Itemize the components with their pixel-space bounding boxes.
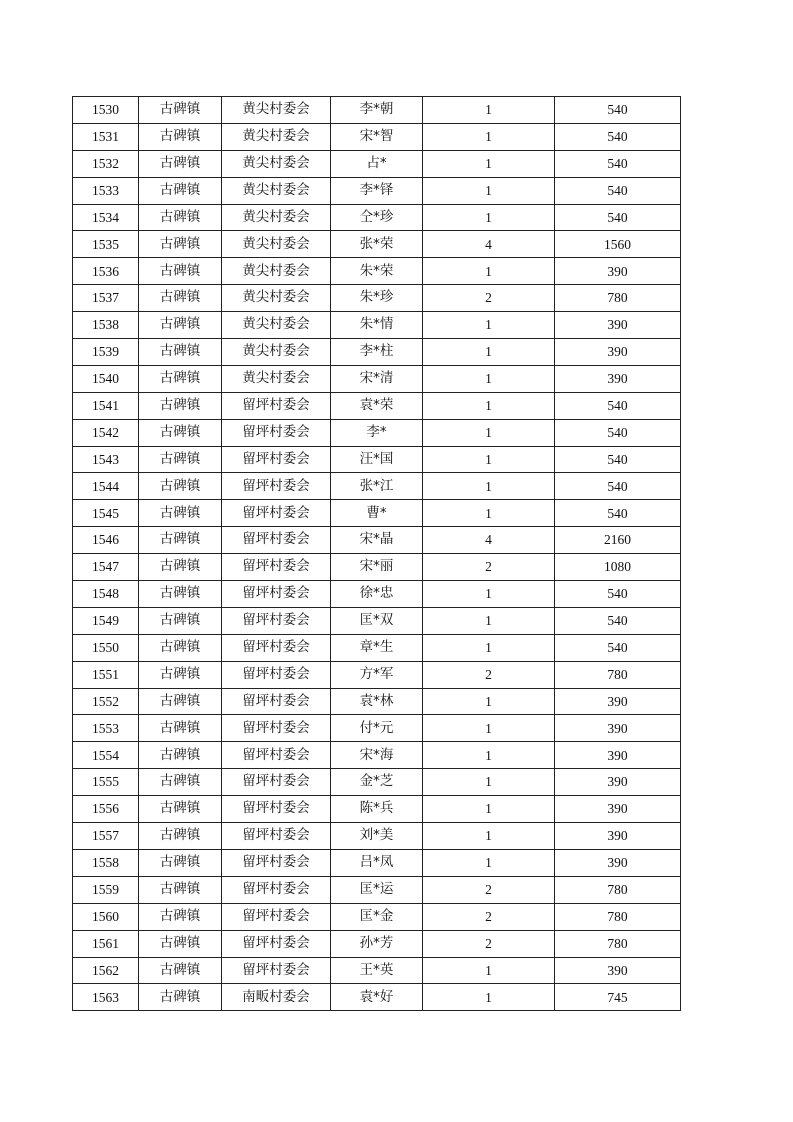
cell-village-committee: 南畈村委会 <box>222 984 331 1011</box>
cell-village-committee: 黄尖村委会 <box>222 150 331 177</box>
cell-amount: 390 <box>555 365 681 392</box>
cell-village-committee: 留坪村委会 <box>222 876 331 903</box>
cell-person-name: 李*铎 <box>331 177 423 204</box>
cell-person-name: 宋*晶 <box>331 527 423 554</box>
cell-serial-number: 1538 <box>73 312 139 339</box>
table-row <box>73 930 681 957</box>
cell-village-committee: 留坪村委会 <box>222 527 331 554</box>
table-row <box>73 312 681 339</box>
cell-household-count: 2 <box>423 661 555 688</box>
cell-household-count: 1 <box>423 123 555 150</box>
cell-serial-number: 1543 <box>73 446 139 473</box>
cell-serial-number: 1559 <box>73 876 139 903</box>
cell-village-committee: 留坪村委会 <box>222 688 331 715</box>
cell-household-count: 2 <box>423 930 555 957</box>
cell-amount: 390 <box>555 715 681 742</box>
cell-town: 古碑镇 <box>139 339 222 366</box>
table-row <box>73 473 681 500</box>
cell-household-count: 1 <box>423 446 555 473</box>
cell-town: 古碑镇 <box>139 150 222 177</box>
cell-town: 古碑镇 <box>139 661 222 688</box>
cell-village-committee: 留坪村委会 <box>222 634 331 661</box>
cell-serial-number: 1544 <box>73 473 139 500</box>
cell-amount: 745 <box>555 984 681 1011</box>
cell-serial-number: 1533 <box>73 177 139 204</box>
cell-serial-number: 1552 <box>73 688 139 715</box>
table-row <box>73 984 681 1011</box>
cell-town: 古碑镇 <box>139 527 222 554</box>
cell-village-committee: 留坪村委会 <box>222 554 331 581</box>
cell-person-name: 袁*好 <box>331 984 423 1011</box>
cell-town: 古碑镇 <box>139 849 222 876</box>
cell-town: 古碑镇 <box>139 312 222 339</box>
cell-amount: 540 <box>555 634 681 661</box>
cell-serial-number: 1546 <box>73 527 139 554</box>
table-row <box>73 527 681 554</box>
cell-town: 古碑镇 <box>139 823 222 850</box>
cell-person-name: 朱*情 <box>331 312 423 339</box>
cell-person-name: 曹* <box>331 500 423 527</box>
cell-town: 古碑镇 <box>139 123 222 150</box>
cell-serial-number: 1560 <box>73 903 139 930</box>
cell-amount: 540 <box>555 446 681 473</box>
cell-household-count: 4 <box>423 231 555 258</box>
cell-amount: 780 <box>555 903 681 930</box>
cell-household-count: 1 <box>423 258 555 285</box>
cell-village-committee: 黄尖村委会 <box>222 177 331 204</box>
cell-village-committee: 留坪村委会 <box>222 446 331 473</box>
cell-town: 古碑镇 <box>139 876 222 903</box>
table-row <box>73 823 681 850</box>
cell-village-committee: 留坪村委会 <box>222 473 331 500</box>
cell-person-name: 宋*清 <box>331 365 423 392</box>
cell-person-name: 付*元 <box>331 715 423 742</box>
table-row <box>73 419 681 446</box>
cell-household-count: 1 <box>423 607 555 634</box>
cell-village-committee: 留坪村委会 <box>222 392 331 419</box>
table-row <box>73 876 681 903</box>
cell-town: 古碑镇 <box>139 984 222 1011</box>
cell-household-count: 1 <box>423 97 555 124</box>
cell-amount: 1080 <box>555 554 681 581</box>
cell-person-name: 张*荣 <box>331 231 423 258</box>
cell-amount: 540 <box>555 97 681 124</box>
cell-amount: 540 <box>555 392 681 419</box>
cell-person-name: 金*芝 <box>331 769 423 796</box>
cell-town: 古碑镇 <box>139 285 222 312</box>
cell-village-committee: 留坪村委会 <box>222 796 331 823</box>
table-row <box>73 285 681 312</box>
cell-village-committee: 留坪村委会 <box>222 500 331 527</box>
cell-household-count: 1 <box>423 769 555 796</box>
cell-serial-number: 1555 <box>73 769 139 796</box>
cell-town: 古碑镇 <box>139 715 222 742</box>
cell-village-committee: 黄尖村委会 <box>222 285 331 312</box>
cell-household-count: 2 <box>423 876 555 903</box>
cell-person-name: 匡*运 <box>331 876 423 903</box>
cell-town: 古碑镇 <box>139 231 222 258</box>
cell-village-committee: 黄尖村委会 <box>222 258 331 285</box>
cell-serial-number: 1556 <box>73 796 139 823</box>
cell-amount: 540 <box>555 419 681 446</box>
cell-amount: 390 <box>555 258 681 285</box>
cell-village-committee: 留坪村委会 <box>222 742 331 769</box>
table-row <box>73 634 681 661</box>
table-row <box>73 177 681 204</box>
cell-amount: 780 <box>555 876 681 903</box>
cell-village-committee: 黄尖村委会 <box>222 97 331 124</box>
cell-person-name: 朱*珍 <box>331 285 423 312</box>
cell-town: 古碑镇 <box>139 796 222 823</box>
cell-household-count: 1 <box>423 823 555 850</box>
table-row <box>73 204 681 231</box>
cell-town: 古碑镇 <box>139 204 222 231</box>
cell-person-name: 袁*林 <box>331 688 423 715</box>
cell-person-name: 方*军 <box>331 661 423 688</box>
table-row <box>73 796 681 823</box>
cell-town: 古碑镇 <box>139 419 222 446</box>
cell-village-committee: 留坪村委会 <box>222 930 331 957</box>
table-row <box>73 661 681 688</box>
cell-person-name: 刘*美 <box>331 823 423 850</box>
cell-amount: 540 <box>555 581 681 608</box>
table-row <box>73 769 681 796</box>
cell-person-name: 陈*兵 <box>331 796 423 823</box>
cell-serial-number: 1535 <box>73 231 139 258</box>
cell-household-count: 1 <box>423 957 555 984</box>
cell-town: 古碑镇 <box>139 177 222 204</box>
table-body <box>73 97 681 1011</box>
cell-household-count: 1 <box>423 419 555 446</box>
table-row <box>73 123 681 150</box>
cell-amount: 390 <box>555 688 681 715</box>
cell-amount: 540 <box>555 473 681 500</box>
cell-serial-number: 1553 <box>73 715 139 742</box>
table-row <box>73 957 681 984</box>
cell-village-committee: 留坪村委会 <box>222 607 331 634</box>
cell-serial-number: 1547 <box>73 554 139 581</box>
cell-serial-number: 1554 <box>73 742 139 769</box>
cell-amount: 390 <box>555 742 681 769</box>
cell-serial-number: 1563 <box>73 984 139 1011</box>
cell-person-name: 占* <box>331 150 423 177</box>
cell-amount: 540 <box>555 204 681 231</box>
cell-amount: 540 <box>555 500 681 527</box>
cell-household-count: 1 <box>423 473 555 500</box>
cell-amount: 540 <box>555 150 681 177</box>
cell-village-committee: 留坪村委会 <box>222 419 331 446</box>
cell-serial-number: 1551 <box>73 661 139 688</box>
cell-person-name: 朱*荣 <box>331 258 423 285</box>
cell-town: 古碑镇 <box>139 769 222 796</box>
cell-person-name: 李*柱 <box>331 339 423 366</box>
cell-household-count: 1 <box>423 177 555 204</box>
cell-village-committee: 黄尖村委会 <box>222 204 331 231</box>
cell-town: 古碑镇 <box>139 446 222 473</box>
cell-serial-number: 1549 <box>73 607 139 634</box>
cell-person-name: 章*生 <box>331 634 423 661</box>
cell-person-name: 张*江 <box>331 473 423 500</box>
cell-town: 古碑镇 <box>139 554 222 581</box>
table-row <box>73 258 681 285</box>
table-row <box>73 742 681 769</box>
cell-amount: 780 <box>555 285 681 312</box>
cell-serial-number: 1562 <box>73 957 139 984</box>
cell-village-committee: 黄尖村委会 <box>222 231 331 258</box>
cell-town: 古碑镇 <box>139 258 222 285</box>
cell-serial-number: 1542 <box>73 419 139 446</box>
table-row <box>73 903 681 930</box>
cell-person-name: 仝*珍 <box>331 204 423 231</box>
cell-town: 古碑镇 <box>139 634 222 661</box>
table-row <box>73 554 681 581</box>
cell-village-committee: 留坪村委会 <box>222 581 331 608</box>
table-row <box>73 849 681 876</box>
cell-amount: 390 <box>555 312 681 339</box>
cell-amount: 1560 <box>555 231 681 258</box>
cell-serial-number: 1539 <box>73 339 139 366</box>
cell-household-count: 1 <box>423 742 555 769</box>
cell-town: 古碑镇 <box>139 957 222 984</box>
cell-village-committee: 留坪村委会 <box>222 957 331 984</box>
cell-serial-number: 1534 <box>73 204 139 231</box>
cell-town: 古碑镇 <box>139 473 222 500</box>
cell-household-count: 2 <box>423 554 555 581</box>
cell-amount: 780 <box>555 661 681 688</box>
cell-serial-number: 1541 <box>73 392 139 419</box>
cell-household-count: 2 <box>423 903 555 930</box>
table-row <box>73 392 681 419</box>
cell-person-name: 吕*凤 <box>331 849 423 876</box>
beneficiary-table <box>72 96 681 1011</box>
cell-village-committee: 留坪村委会 <box>222 715 331 742</box>
cell-serial-number: 1536 <box>73 258 139 285</box>
cell-amount: 2160 <box>555 527 681 554</box>
cell-town: 古碑镇 <box>139 688 222 715</box>
cell-town: 古碑镇 <box>139 97 222 124</box>
cell-town: 古碑镇 <box>139 903 222 930</box>
cell-person-name: 孙*芳 <box>331 930 423 957</box>
table-row <box>73 500 681 527</box>
cell-household-count: 2 <box>423 285 555 312</box>
cell-amount: 540 <box>555 607 681 634</box>
cell-household-count: 1 <box>423 984 555 1011</box>
table-row <box>73 581 681 608</box>
cell-household-count: 1 <box>423 688 555 715</box>
cell-household-count: 1 <box>423 715 555 742</box>
cell-person-name: 徐*忠 <box>331 581 423 608</box>
cell-town: 古碑镇 <box>139 392 222 419</box>
cell-person-name: 王*英 <box>331 957 423 984</box>
table-row <box>73 688 681 715</box>
cell-village-committee: 留坪村委会 <box>222 661 331 688</box>
table-row <box>73 150 681 177</box>
cell-amount: 390 <box>555 769 681 796</box>
cell-village-committee: 留坪村委会 <box>222 903 331 930</box>
cell-serial-number: 1530 <box>73 97 139 124</box>
cell-village-committee: 留坪村委会 <box>222 823 331 850</box>
cell-town: 古碑镇 <box>139 930 222 957</box>
cell-household-count: 1 <box>423 204 555 231</box>
cell-village-committee: 黄尖村委会 <box>222 365 331 392</box>
cell-household-count: 4 <box>423 527 555 554</box>
cell-village-committee: 黄尖村委会 <box>222 123 331 150</box>
table-row <box>73 715 681 742</box>
cell-town: 古碑镇 <box>139 581 222 608</box>
cell-serial-number: 1561 <box>73 930 139 957</box>
cell-person-name: 袁*荣 <box>331 392 423 419</box>
cell-household-count: 1 <box>423 312 555 339</box>
table-row <box>73 231 681 258</box>
cell-person-name: 汪*国 <box>331 446 423 473</box>
cell-serial-number: 1532 <box>73 150 139 177</box>
cell-person-name: 宋*智 <box>331 123 423 150</box>
cell-serial-number: 1540 <box>73 365 139 392</box>
cell-person-name: 匡*金 <box>331 903 423 930</box>
cell-amount: 540 <box>555 123 681 150</box>
table-row <box>73 607 681 634</box>
cell-household-count: 1 <box>423 392 555 419</box>
cell-serial-number: 1531 <box>73 123 139 150</box>
cell-amount: 390 <box>555 849 681 876</box>
cell-amount: 390 <box>555 796 681 823</box>
cell-amount: 540 <box>555 177 681 204</box>
cell-household-count: 1 <box>423 365 555 392</box>
cell-household-count: 1 <box>423 796 555 823</box>
cell-household-count: 1 <box>423 634 555 661</box>
cell-household-count: 1 <box>423 500 555 527</box>
table-row <box>73 97 681 124</box>
cell-serial-number: 1550 <box>73 634 139 661</box>
cell-person-name: 匡*双 <box>331 607 423 634</box>
cell-person-name: 李* <box>331 419 423 446</box>
cell-person-name: 宋*海 <box>331 742 423 769</box>
cell-village-committee: 留坪村委会 <box>222 849 331 876</box>
cell-serial-number: 1537 <box>73 285 139 312</box>
cell-serial-number: 1558 <box>73 849 139 876</box>
cell-household-count: 1 <box>423 581 555 608</box>
cell-amount: 390 <box>555 339 681 366</box>
cell-village-committee: 黄尖村委会 <box>222 312 331 339</box>
cell-town: 古碑镇 <box>139 365 222 392</box>
cell-village-committee: 黄尖村委会 <box>222 339 331 366</box>
cell-household-count: 1 <box>423 849 555 876</box>
cell-amount: 780 <box>555 930 681 957</box>
cell-person-name: 宋*丽 <box>331 554 423 581</box>
cell-serial-number: 1557 <box>73 823 139 850</box>
cell-household-count: 1 <box>423 150 555 177</box>
cell-village-committee: 留坪村委会 <box>222 769 331 796</box>
cell-amount: 390 <box>555 957 681 984</box>
cell-household-count: 1 <box>423 339 555 366</box>
cell-person-name: 李*朝 <box>331 97 423 124</box>
cell-town: 古碑镇 <box>139 500 222 527</box>
cell-town: 古碑镇 <box>139 607 222 634</box>
table-row <box>73 365 681 392</box>
cell-serial-number: 1548 <box>73 581 139 608</box>
cell-amount: 390 <box>555 823 681 850</box>
table-row <box>73 339 681 366</box>
cell-serial-number: 1545 <box>73 500 139 527</box>
cell-town: 古碑镇 <box>139 742 222 769</box>
table-row <box>73 446 681 473</box>
